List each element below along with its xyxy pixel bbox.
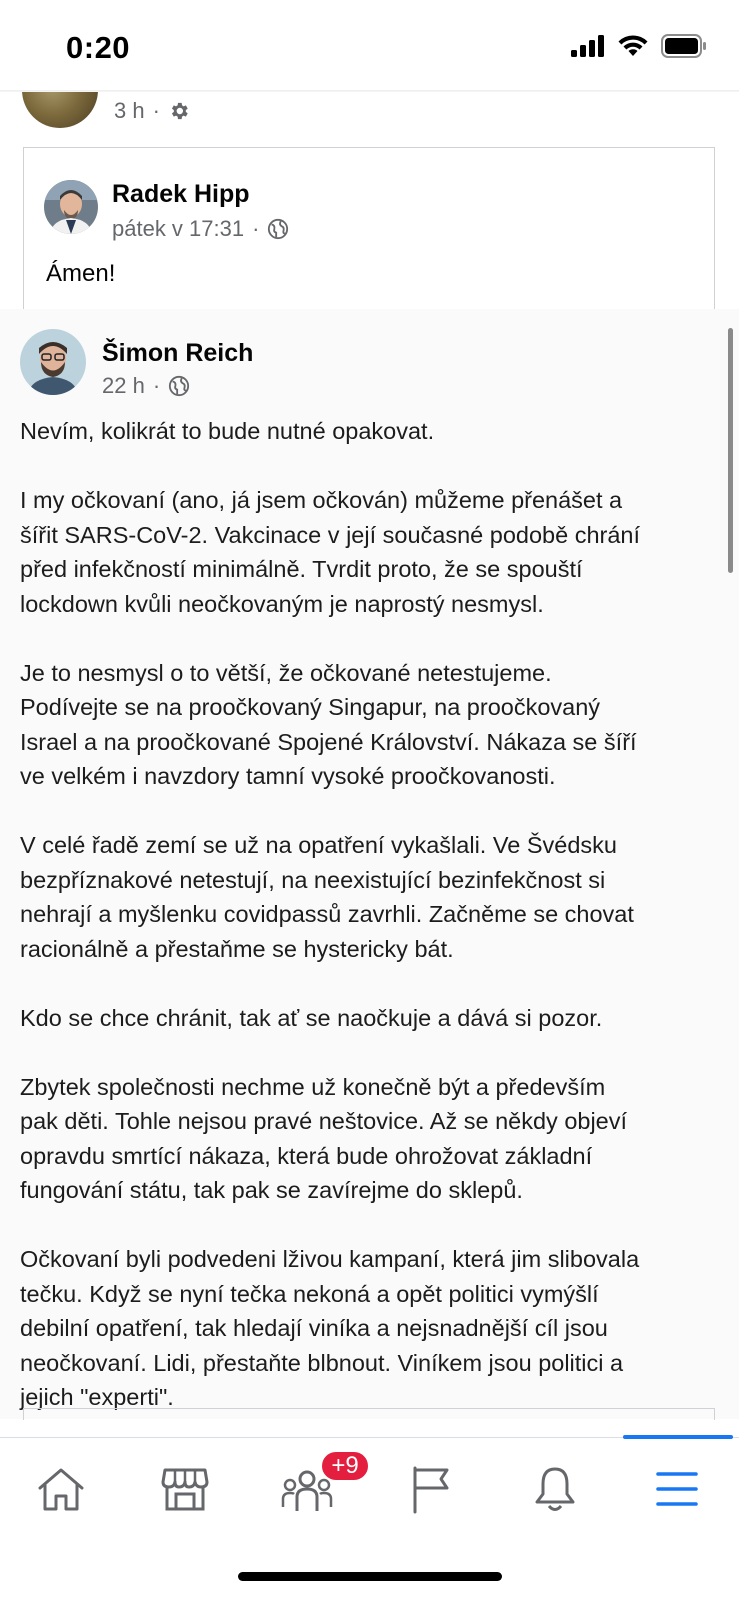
shared-post-avatar[interactable] [44, 180, 98, 234]
wifi-icon [617, 34, 649, 58]
home-icon [36, 1466, 86, 1512]
status-icons [571, 34, 707, 58]
meta-separator: · [152, 98, 160, 123]
nav-notifications[interactable] [510, 1454, 600, 1524]
shared-post-text: Ámen! [46, 260, 116, 287]
nav-pages[interactable] [386, 1454, 476, 1524]
image-scrollbar [728, 328, 733, 573]
groups-notification-badge: +9 [320, 1450, 370, 1482]
shared-post-time[interactable]: pátek v 17:31 [112, 216, 245, 241]
post-paragraph: Zbytek společnosti nechme už konečně být a především pak děti. Tohle nejsou pravé neštovice. Až se někdy objeví opravdu smrtící nákaza, která bude ohrožovat základní fungování státu, tak pak se zavírejme do sklepů. [20, 1073, 628, 1203]
globe-icon [267, 218, 289, 240]
shared-post-meta [112, 216, 289, 242]
post-paragraph: Je to nesmysl o to větší, že očkované netestujeme. Podívejte se na proočkovaný Singapur, na proočkovaný Israel a na proočkované Spojené Království. Nákaza se šíří ve velkém i navzdory tamní vysoké proočkovanosti. [20, 659, 637, 789]
outer-post-time[interactable]: 3 h [114, 98, 145, 123]
nav-home[interactable] [16, 1454, 106, 1524]
shared-card-bottom-border [23, 1408, 715, 1420]
gear-icon [168, 100, 190, 122]
shared-post-card[interactable] [23, 147, 715, 317]
globe-icon [168, 375, 190, 397]
image-post-meta [102, 373, 190, 399]
outer-post-meta [114, 98, 190, 124]
flag-icon [409, 1464, 453, 1514]
battery-icon [661, 34, 707, 58]
post-paragraph: Očkovaní byli podvedeni lživou kampaní, která jim slibovala tečku. Když se nyní tečka nekoná a opět politici vymýšlí debilní opatření, tak hledají viníka a nejsnadnější cíl jsou neočkovaní. Lidi, přestaňte blbnout. Viníkem jsou politici a jejich "experti". [20, 1246, 640, 1410]
store-icon [161, 1466, 209, 1512]
image-post-body [20, 414, 720, 1449]
meta-separator: · [152, 373, 161, 398]
shared-post-author[interactable]: Radek Hipp [112, 180, 250, 208]
post-paragraph: Kdo se chce chránit, tak ať se naočkuje a dává si pozor. [20, 1004, 603, 1031]
outer-post-header [0, 92, 739, 142]
status-bar [0, 0, 739, 92]
cellular-signal-icon [571, 35, 605, 57]
bell-icon [533, 1464, 577, 1514]
meta-separator: · [252, 216, 260, 241]
image-post-avatar [20, 329, 86, 395]
post-paragraph: Nevím, kolikrát to bude nutné opakovat. [20, 418, 435, 444]
nav-marketplace[interactable] [140, 1454, 230, 1524]
active-tab-indicator [623, 1435, 733, 1439]
post-paragraph: I my očkovaní (ano, já jsem očkován) můžeme přenášet a šířit SARS-CoV-2. Vakcinace v její současné podobě chrání před infekčností minimálně. Tvrdit proto, že se spouští lockdown kvůli neočkovaným je naprostý nesmysl. [20, 487, 641, 617]
nav-menu[interactable] [632, 1454, 722, 1524]
post-paragraph: V celé řadě zemí se už na opatření vykašlali. Ve Švédsku bezpříznakové netestují, na neexistující bezinfekčnost si nehrají a myšlenku covidpassů zavrhli. Začněme se chovat racionálně a přestaňme se hystericky bát. [20, 832, 634, 962]
menu-icon [655, 1469, 699, 1509]
home-indicator[interactable] [238, 1572, 502, 1581]
status-time: 0:20 [66, 30, 131, 65]
image-post-time: 22 h [102, 373, 145, 398]
image-post-author: Šimon Reich [102, 339, 254, 367]
